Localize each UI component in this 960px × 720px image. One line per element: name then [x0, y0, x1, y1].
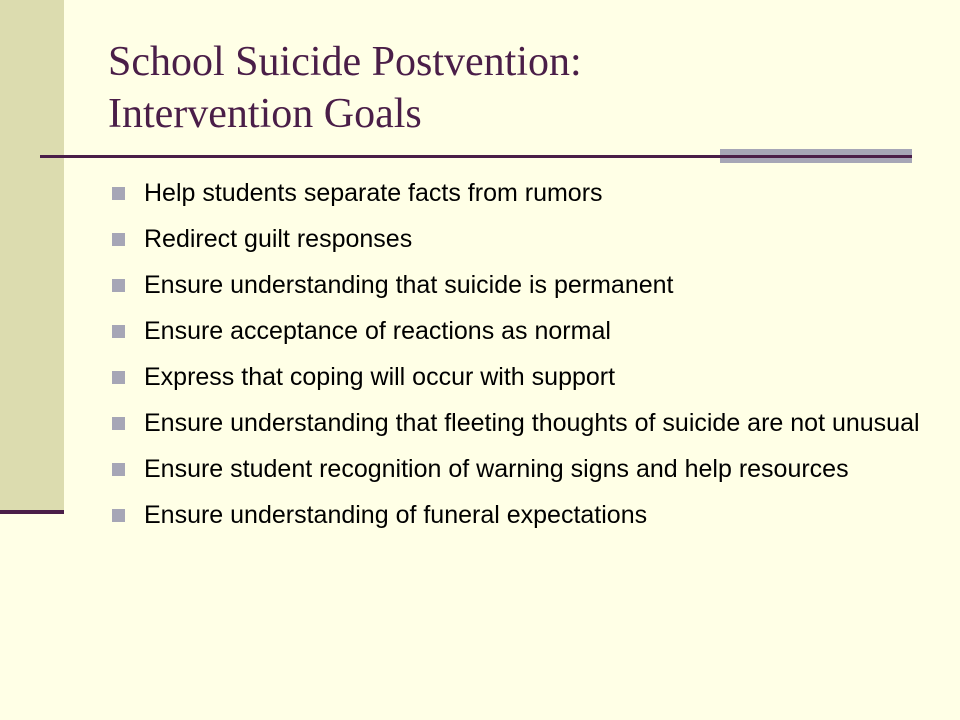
square-bullet-icon [112, 371, 125, 384]
bullet-item [108, 316, 928, 346]
square-bullet-icon [112, 187, 125, 200]
bullet-item [108, 408, 928, 438]
square-bullet-icon [112, 417, 125, 430]
square-bullet-icon [112, 463, 125, 476]
bullet-text: Ensure student recognition of warning signs and help resources [144, 455, 849, 483]
square-bullet-icon [112, 233, 125, 246]
side-bar [0, 0, 64, 510]
slide-title [108, 36, 928, 140]
bullet-item [108, 362, 928, 392]
bullet-item [108, 454, 928, 484]
bullet-item [108, 224, 928, 254]
title-divider [40, 155, 720, 158]
title-line-1: School Suicide Postvention: [108, 39, 582, 85]
side-bar-rule [0, 510, 64, 514]
bullet-text: Ensure understanding of funeral expectations [144, 501, 648, 529]
bullet-text: Redirect guilt responses [144, 225, 413, 253]
bullet-text: Ensure acceptance of reactions as normal [144, 317, 611, 345]
bullet-text: Express that coping will occur with support [144, 363, 616, 391]
bullet-text: Ensure understanding that fleeting thoughts of suicide are not unusual [144, 409, 920, 437]
bullet-list [108, 178, 928, 546]
bullet-item [108, 270, 928, 300]
square-bullet-icon [112, 325, 125, 338]
title-line-2: Intervention Goals [108, 91, 422, 137]
square-bullet-icon [112, 509, 125, 522]
square-bullet-icon [112, 279, 125, 292]
bullet-item [108, 500, 928, 530]
title-divider-accent [720, 149, 912, 163]
bullet-text: Ensure understanding that suicide is permanent [144, 271, 674, 299]
bullet-text: Help students separate facts from rumors [144, 179, 603, 207]
bullet-item [108, 178, 928, 208]
